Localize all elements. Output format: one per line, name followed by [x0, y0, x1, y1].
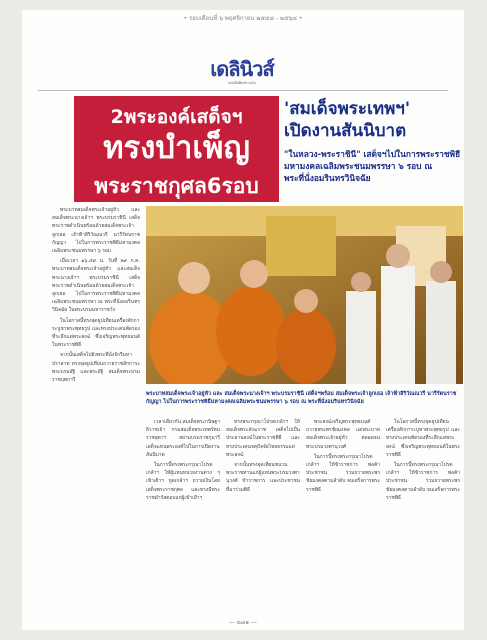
paragraph: ทรงพระกรุณาโปรดเกล้าฯ ให้สมเด็จพระสังฆราช เสด็จไปเป็นประธานสงฆ์ในพระราชพิธี และทรงประเคนจตุปัจจัยไทยธรรมแด่พระสงฆ์ — [226, 419, 300, 458]
headline-left-line1: 2พระองค์เสด็จฯ — [110, 106, 243, 128]
paragraph: พระสงฆ์เจริญพระพุทธมนต์ถวายพระพรชัยมงคล แด่พระบาทสมเด็จพระเจ้าอยู่หัว ตลอดจนพระบรมวงศานุวงศ์ — [306, 419, 380, 450]
paragraph: ในโอกาสนี้ทรงจุดธูปเทียนเครื่องสักการะบูชาพระพุทธรูป และทรงประเคนพัดรองที่ระลึกแด่พระสงฆ์ ซึ่งเจริญพระพุทธมนต์ในพระราชพิธี — [52, 317, 140, 349]
masthead-name: เดลินิวส์ — [210, 57, 274, 81]
masthead — [182, 58, 302, 84]
headline-left-line2: ทรงบำเพ็ญ — [103, 130, 250, 166]
ceremony-photo — [146, 206, 463, 384]
paragraph: เมื่อเวลา ๑๖.๕๙ น. วันที่ ๒๙ ก.ค. พระบาทสมเด็จพระเจ้าอยู่หัว และสมเด็จพระนางเจ้าฯ พระบรมราชินี เสด็จพระราชดำเนินพร้อมด้วยสมเด็จพระเจ้าลูกเธอ ไปในการพระราชพิธีมหามงคลเฉลิมพระชนมพรรษา ณ พระที่นั่งอมรินทรวินิจฉัย ในพระบรมมหาราชวัง — [52, 258, 140, 314]
headline-right — [284, 98, 462, 184]
paragraph: ในการนี้ทรงพระกรุณาโปรดเกล้าฯ ให้ข้าราชการ พ่อค้า ประชาชน ร่วมถวายพระพรชัยมงคลตามลำดับ จนเสร็จการพระราชพิธี — [306, 453, 380, 493]
headline-left — [74, 96, 279, 202]
headline-left-line3: พระราชกุศล6รอบ — [94, 174, 259, 198]
article-column-mid — [146, 418, 220, 614]
article-column-far — [306, 418, 380, 614]
headline-right-line2: เปิดงานสันนิบาต — [284, 121, 407, 141]
masthead-subtitle: หนังสือพิมพ์รายวัน — [228, 81, 256, 85]
page-number: — ๒๗๑ — — [228, 619, 258, 626]
paragraph: พระบาทสมเด็จพระเจ้าอยู่หัว และสมเด็จพระนางเจ้าฯ พระบรมราชินี เสด็จพระราชดำเนินพร้อมด้วยสมเด็จพระเจ้าลูกเธอ เจ้าฟ้าสิริวัณณวรี นารีรัตนราชกัญญา ไปในการพระราชพิธีมหามงคลเฉลิมพระชนมพรรษา ๖ รอบ — [52, 207, 140, 255]
article-column-end — [386, 418, 460, 614]
article-column-left — [52, 206, 140, 616]
paragraph: ในโอกาสนี้ทรงจุดธูปเทียนเครื่องสักการะบูชาพระพุทธรูป และทรงประเคนพัดรองที่ระลึกแด่พระสงฆ์ ซึ่งเจริญพระพุทธมนต์ในพระราชพิธี — [386, 419, 460, 458]
photo-illustration — [146, 206, 463, 384]
divider — [38, 90, 448, 91]
headline-right-line1: 'สมเด็จพระเทพฯ' — [284, 99, 411, 119]
newspaper-page — [22, 10, 464, 630]
photo-caption: พระบาทสมเด็จพระเจ้าอยู่หัว และ สมเด็จพระนางเจ้าฯ พระบรมราชินี เสด็จฯพร้อม สมเด็จพระเจ้าลูกเธอ เจ้าฟ้าสิริวัณณวรี นารีรัตนราชกัญญา ไปในการพระราชพิธีมหามงคลเฉลิมพระชนมพรรษา ๖ รอบ ณ พระที่นั่งอมรินทรวินิจฉัย — [146, 391, 457, 405]
paragraph: ในการนี้ทรงพระกรุณาโปรดเกล้าฯ ให้ข้าราชการ พ่อค้า ประชาชน ร่วมถวายพระพรชัยมงคลตามลำดับ จนเสร็จการพระราชพิธี — [386, 462, 460, 501]
headline-right-deck: "ในหลวง-พระราชินี" เสด็จฯไปในการพระราชพิธีมหามงคลเฉลิมพระชนมพรรษา ๖ รอบ ณ พระที่นั่งอมรินทรวินิจฉัย — [284, 149, 461, 183]
paragraph: เวลาเดียวกัน สมเด็จพระกนิษฐาธิราชเจ้า กรมสมเด็จพระเทพรัตนราชสุดาฯ สยามบรมราชกุมารี เสด็จแทนพระองค์ไปในการเปิดงานสันนิบาต — [146, 419, 220, 458]
paragraph: ในการนี้ทรงพระกรุณาโปรดเกล้าฯ ให้ผู้แทนหน่วยงานต่าง ๆ เข้าเฝ้าฯ ทูลเกล้าฯ ถวายเงินโดยเสด็จพระราชกุศล และทรงมีพระราชดำรัสตอบแก่ผู้เข้าเฝ้าฯ — [146, 462, 220, 501]
article-column-right — [226, 418, 300, 614]
paragraph: จากนั้นทรงจุดเทียนชนวนพระราชทานแก่ผู้แทนพระบรมวงศานุวงศ์ ข้าราชการ และประชาชนที่มาร่วมพิธี — [226, 462, 300, 493]
header-line: • รอบเดือนที่ ๖ พฤศจิกายน ๒๕๔๘ - ๒๕๖๘ • — [183, 15, 303, 22]
paragraph: จากนั้นเสด็จไปยังพระที่นั่งจักรีมหาปราสาท ทรงจุดธูปเทียนถวายราชสักการะพระบรมอัฐิ และพระอัฐิ สมเด็จพระบรมราชบุพการี — [52, 352, 140, 384]
